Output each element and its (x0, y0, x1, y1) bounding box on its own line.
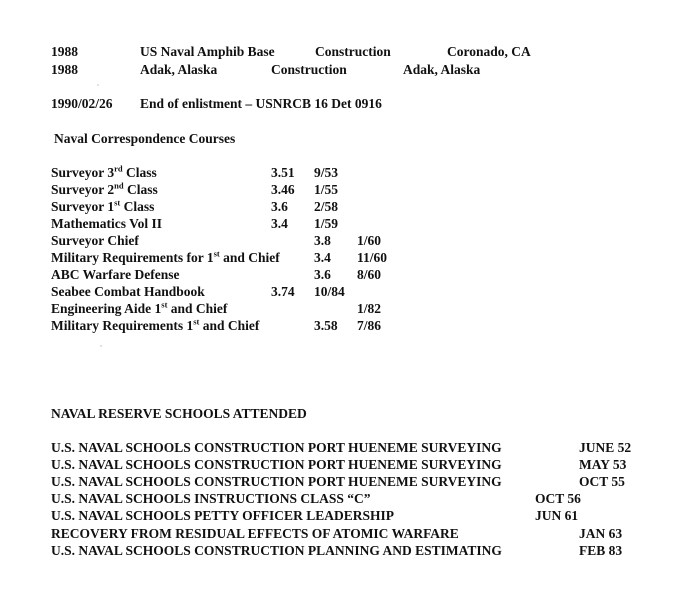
course-date: 8/60 (357, 267, 382, 282)
course-name: Mathematics Vol II (51, 216, 162, 231)
school-date: MAY 53 (579, 457, 627, 472)
school-date: JAN 63 (579, 526, 623, 541)
course-name: Surveyor 3rd Class (51, 163, 157, 180)
history-location-2: Adak, Alaska (140, 62, 218, 77)
schools-heading: NAVAL RESERVE SCHOOLS ATTENDED (51, 406, 307, 421)
school-name: U.S. NAVAL SCHOOLS CONSTRUCTION PORT HUENEME SURVEYING (51, 440, 502, 455)
course-score: 3.6 (314, 267, 331, 282)
course-name: Military Requirements for 1st and Chief (51, 248, 280, 265)
history-type-2: Construction (271, 62, 347, 77)
course-name: Surveyor 2nd Class (51, 180, 158, 197)
school-date: JUNE 52 (579, 440, 632, 455)
course-score: 3.8 (314, 233, 331, 248)
school-name: U.S. NAVAL SCHOOLS INSTRUCTIONS CLASS “C” (51, 491, 371, 506)
school-date: OCT 55 (579, 474, 625, 489)
school-name: U.S. NAVAL SCHOOLS CONSTRUCTION PORT HUENEME SURVEYING (51, 457, 502, 472)
course-date: 2/58 (314, 199, 339, 214)
course-date: 1/55 (314, 182, 339, 197)
history-year-1: 1988 (51, 44, 78, 59)
course-score: 3.74 (271, 284, 295, 299)
course-score: 3.6 (271, 199, 288, 214)
course-name: Surveyor Chief (51, 233, 139, 248)
enlistment-date: 1990/02/26 (51, 96, 113, 111)
school-date: FEB 83 (579, 543, 623, 558)
course-score: 3.46 (271, 182, 295, 197)
course-score: 3.51 (271, 165, 295, 180)
course-name: ABC Warfare Defense (51, 267, 180, 282)
courses-heading: Naval Correspondence Courses (54, 131, 236, 146)
course-score: 3.58 (314, 318, 338, 333)
course-date: 11/60 (357, 250, 388, 265)
course-date: 1/82 (357, 301, 382, 316)
history-type-1: Construction (315, 44, 391, 59)
course-score: 3.4 (314, 250, 331, 265)
history-year-2: 1988 (51, 62, 78, 77)
scan-speck (100, 345, 102, 347)
course-name: Military Requirements 1st and Chief (51, 316, 260, 333)
course-date: 9/53 (314, 165, 339, 180)
course-name: Engineering Aide 1st and Chief (51, 299, 228, 316)
school-name: U.S. NAVAL SCHOOLS PETTY OFFICER LEADERSHIP (51, 508, 394, 523)
course-date: 10/84 (314, 284, 345, 299)
history-place-1: Coronado, CA (447, 44, 531, 59)
school-date: JUN 61 (535, 508, 579, 523)
school-name: U.S. NAVAL SCHOOLS CONSTRUCTION PORT HUENEME SURVEYING (51, 474, 502, 489)
scan-speck (97, 84, 99, 86)
history-place-2: Adak, Alaska (403, 62, 481, 77)
course-date: 7/86 (357, 318, 382, 333)
course-date: 1/60 (357, 233, 382, 248)
enlistment-text: End of enlistment – USNRCB 16 Det 0916 (140, 96, 382, 111)
school-name: U.S. NAVAL SCHOOLS CONSTRUCTION PLANNING AND ESTIMATING (51, 543, 502, 558)
history-location-1: US Naval Amphib Base (140, 44, 275, 59)
course-date: 1/59 (314, 216, 339, 231)
course-name: Surveyor 1st Class (51, 197, 155, 214)
school-name: RECOVERY FROM RESIDUAL EFFECTS OF ATOMIC WARFARE (51, 526, 459, 541)
course-name: Seabee Combat Handbook (51, 284, 205, 299)
course-score: 3.4 (271, 216, 288, 231)
school-date: OCT 56 (535, 491, 581, 506)
